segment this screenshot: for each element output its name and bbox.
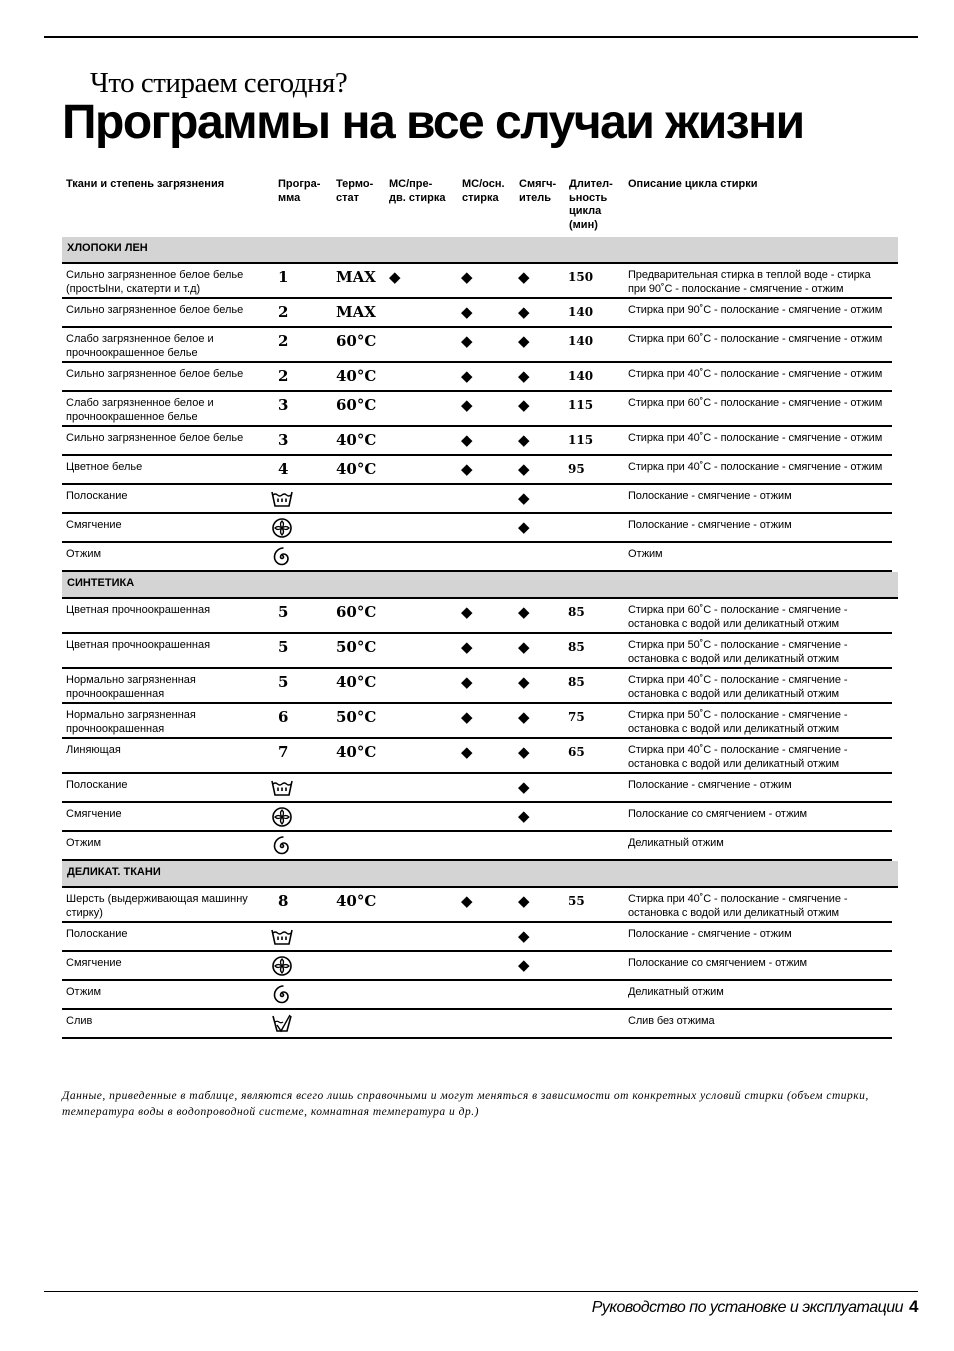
footnote: Данные, приведенные в таблице, являются всего лишь справочными и могут меняться в зависимости от конкретных условий стирки (объем стирки, температура воды в водопроводной системе, комнатная температура и др.) [62,1090,869,1118]
description-cell: Стирка при 40˚С - полоскание - смягчение - отжим [628,368,883,380]
program-number: 5 [278,638,289,656]
description-cell: Полоскание - смягчение - отжим [628,928,792,940]
program-number: 5 [278,603,289,621]
table-row [62,952,892,981]
table-row [62,774,892,803]
section-header: ХЛОПОКИ ЛЕН [62,237,898,264]
section-header: ДЕЛИКАТ. ТКАНИ [62,861,898,888]
thermostat-value: 50°C [336,638,377,656]
description-cell: Предварительная стирка в теплой воде - стирка при 90˚С - полоскание - смягчение - отжим [628,269,871,295]
softener-icon [270,806,294,828]
prewash-mark: ◆ [389,269,401,286]
fabric-cell: Отжим [66,986,102,998]
fabric-cell: Цветная прочноокрашенная [66,639,211,651]
softener-mark: ◆ [518,639,530,656]
fabric-cell: Смягчение [66,957,122,969]
page-number: 4 [909,1297,918,1316]
thermostat-value: 60°C [336,332,377,350]
description-cell: Стирка при 60˚С - полоскание - смягчение - отжим [628,333,883,345]
softener-mark: ◆ [518,269,530,286]
thermostat-value: 40°C [336,673,377,691]
fabric-cell: Нормально загрязненная прочноокрашенная [66,709,196,735]
description-cell: Стирка при 40˚С - полоскание - смягчение - остановка с водой или деликатный отжим [628,893,848,919]
softener-mark: ◆ [518,604,530,621]
fabric-cell: Полоскание [66,928,128,940]
fabric-cell: Сильно загрязненное белое белье [66,304,244,316]
table-row [62,392,892,427]
table-row [62,485,892,514]
thermostat-value: 40°C [336,460,377,478]
program-number: 8 [278,892,289,910]
duration-value: 75 [568,710,585,724]
table-row [62,669,892,704]
table-row [62,981,892,1010]
duration-value: 150 [568,270,594,284]
mainwash-mark: ◆ [461,269,473,286]
table-row [62,328,892,363]
mainwash-mark: ◆ [461,639,473,656]
rinse-icon [270,926,294,948]
mainwash-mark: ◆ [461,333,473,350]
page-title: Программы на все случаи жизни [62,96,804,149]
thermostat-value: 40°C [336,892,377,910]
softener-icon [270,517,294,539]
description-cell: Деликатный отжим [628,986,724,998]
duration-value: 65 [568,745,585,759]
table-row [62,704,892,739]
fabric-cell: Смягчение [66,808,122,820]
header-program: Програ- мма [278,178,321,204]
description-cell: Стирка при 40˚С - полоскание - смягчение - остановка с водой или деликатный отжим [628,674,848,700]
softener-mark: ◆ [518,490,530,507]
top-rule [44,36,918,38]
fabric-cell: Смягчение [66,519,122,531]
mainwash-mark: ◆ [461,461,473,478]
section-header: СИНТЕТИКА [62,572,898,599]
thermostat-value: MAX [336,303,376,321]
program-number: 3 [278,431,289,449]
mainwash-mark: ◆ [461,604,473,621]
spin-icon [270,835,294,857]
softener-mark: ◆ [518,432,530,449]
table-row [62,923,892,952]
fabric-cell: Сильно загрязненное белое белье [66,432,244,444]
description-cell: Стирка при 60˚С - полоскание - смягчение - остановка с водой или деликатный отжим [628,604,848,630]
header-fabric: Ткани и степень загрязнения [66,178,225,190]
spin-icon [270,984,294,1006]
table-row [62,427,892,456]
mainwash-mark: ◆ [461,432,473,449]
thermostat-value: 50°C [336,708,377,726]
program-number: 7 [278,743,289,761]
table-row [62,888,892,923]
thermostat-value: MAX [336,268,376,286]
description-cell: Стирка при 90˚С - полоскание - смягчение - отжим [628,304,883,316]
bottom-rule [44,1291,918,1292]
softener-mark: ◆ [518,304,530,321]
mainwash-mark: ◆ [461,744,473,761]
header-softener: Смягч- итель [519,178,557,204]
duration-value: 115 [568,433,594,447]
softener-mark: ◆ [518,893,530,910]
table-row [62,299,892,328]
fabric-cell: Полоскание [66,490,128,502]
duration-value: 95 [568,462,585,476]
fabric-cell: Полоскание [66,779,128,791]
softener-mark: ◆ [518,744,530,761]
header-description: Описание цикла стирки [628,178,758,190]
fabric-cell: Шерсть (выдерживающая машинну стирку) [66,893,248,919]
description-cell: Полоскание - смягчение - отжим [628,779,792,791]
duration-value: 140 [568,369,594,383]
rinse-icon [270,488,294,510]
description-cell: Стирка при 40˚С - полоскание - смягчение - остановка с водой или деликатный отжим [628,744,848,770]
mainwash-mark: ◆ [461,674,473,691]
fabric-cell: Нормально загрязненная прочноокрашенная [66,674,196,700]
softener-mark: ◆ [518,333,530,350]
table-row [62,739,892,774]
thermostat-value: 60°C [336,396,377,414]
duration-value: 85 [568,605,585,619]
duration-value: 115 [568,398,594,412]
programs-table [62,237,892,1039]
mainwash-mark: ◆ [461,368,473,385]
mainwash-mark: ◆ [461,893,473,910]
table-row [62,599,892,634]
program-number: 1 [278,268,289,286]
header-duration: Длител- ьность цикла (мин) [569,178,613,231]
table-row [62,264,892,299]
table-row [62,1010,892,1039]
table-row [62,514,892,543]
softener-mark: ◆ [518,709,530,726]
mainwash-mark: ◆ [461,304,473,321]
softener-mark: ◆ [518,674,530,691]
footer-text: Руководство по установке и эксплуатации [591,1299,904,1316]
mainwash-mark: ◆ [461,397,473,414]
description-cell: Полоскание - смягчение - отжим [628,519,792,531]
page-subtitle: Что стираем сегодня? [90,67,348,99]
thermostat-value: 40°C [336,743,377,761]
softener-mark: ◆ [518,957,530,974]
page-footer [592,1297,918,1318]
description-cell: Полоскание со смягчением - отжим [628,957,808,969]
fabric-cell: Слив [66,1015,93,1027]
drain-icon [270,1013,294,1035]
description-cell: Стирка при 50˚С - полоскание - смягчение - остановка с водой или деликатный отжим [628,709,848,735]
description-cell: Деликатный отжим [628,837,724,849]
spin-icon [270,546,294,568]
program-number: 4 [278,460,289,478]
fabric-cell: Сильно загрязненное белое белье (простЫни, скатерти и т.д) [66,269,244,295]
program-number: 2 [278,332,289,350]
fabric-cell: Отжим [66,837,102,849]
rinse-icon [270,777,294,799]
program-number: 2 [278,303,289,321]
softener-mark: ◆ [518,808,530,825]
softener-icon [270,955,294,977]
duration-value: 140 [568,305,594,319]
softener-mark: ◆ [518,368,530,385]
duration-value: 85 [568,640,585,654]
mainwash-mark: ◆ [461,709,473,726]
table-row [62,363,892,392]
header-mainwash: МС/осн. стирка [462,178,505,204]
description-cell: Стирка при 40˚С - полоскание - смягчение - отжим [628,432,883,444]
softener-mark: ◆ [518,928,530,945]
thermostat-value: 40°C [336,431,377,449]
table-row [62,634,892,669]
description-cell: Отжим [628,548,663,560]
program-number: 5 [278,673,289,691]
description-cell: Полоскание - смягчение - отжим [628,490,792,502]
program-number: 6 [278,708,289,726]
description-cell: Слив без отжима [628,1015,715,1027]
table-row [62,832,892,861]
table-row [62,803,892,832]
fabric-cell: Сильно загрязненное белое белье [66,368,244,380]
description-cell: Стирка при 50˚С - полоскание - смягчение - остановка с водой или деликатный отжим [628,639,848,665]
fabric-cell: Отжим [66,548,102,560]
duration-value: 55 [568,894,585,908]
description-cell: Полоскание со смягчением - отжим [628,808,808,820]
table-header [62,178,892,236]
softener-mark: ◆ [518,519,530,536]
thermostat-value: 40°C [336,367,377,385]
table-row [62,456,892,485]
program-number: 3 [278,396,289,414]
header-thermostat: Термо- стат [336,178,374,204]
fabric-cell: Цветное белье [66,461,143,473]
table-row [62,543,892,572]
thermostat-value: 60°C [336,603,377,621]
fabric-cell: Слабо загрязненное белое и прочноокрашенное белье [66,333,214,359]
fabric-cell: Цветная прочноокрашенная [66,604,211,616]
header-prewash: МС/пре- дв. стирка [389,178,446,204]
softener-mark: ◆ [518,461,530,478]
duration-value: 140 [568,334,594,348]
description-cell: Стирка при 40˚С - полоскание - смягчение - отжим [628,461,883,473]
program-number: 2 [278,367,289,385]
fabric-cell: Слабо загрязненное белое и прочноокрашенное белье [66,397,214,423]
duration-value: 85 [568,675,585,689]
description-cell: Стирка при 60˚С - полоскание - смягчение - отжим [628,397,883,409]
fabric-cell: Линяющая [66,744,121,756]
softener-mark: ◆ [518,779,530,796]
softener-mark: ◆ [518,397,530,414]
